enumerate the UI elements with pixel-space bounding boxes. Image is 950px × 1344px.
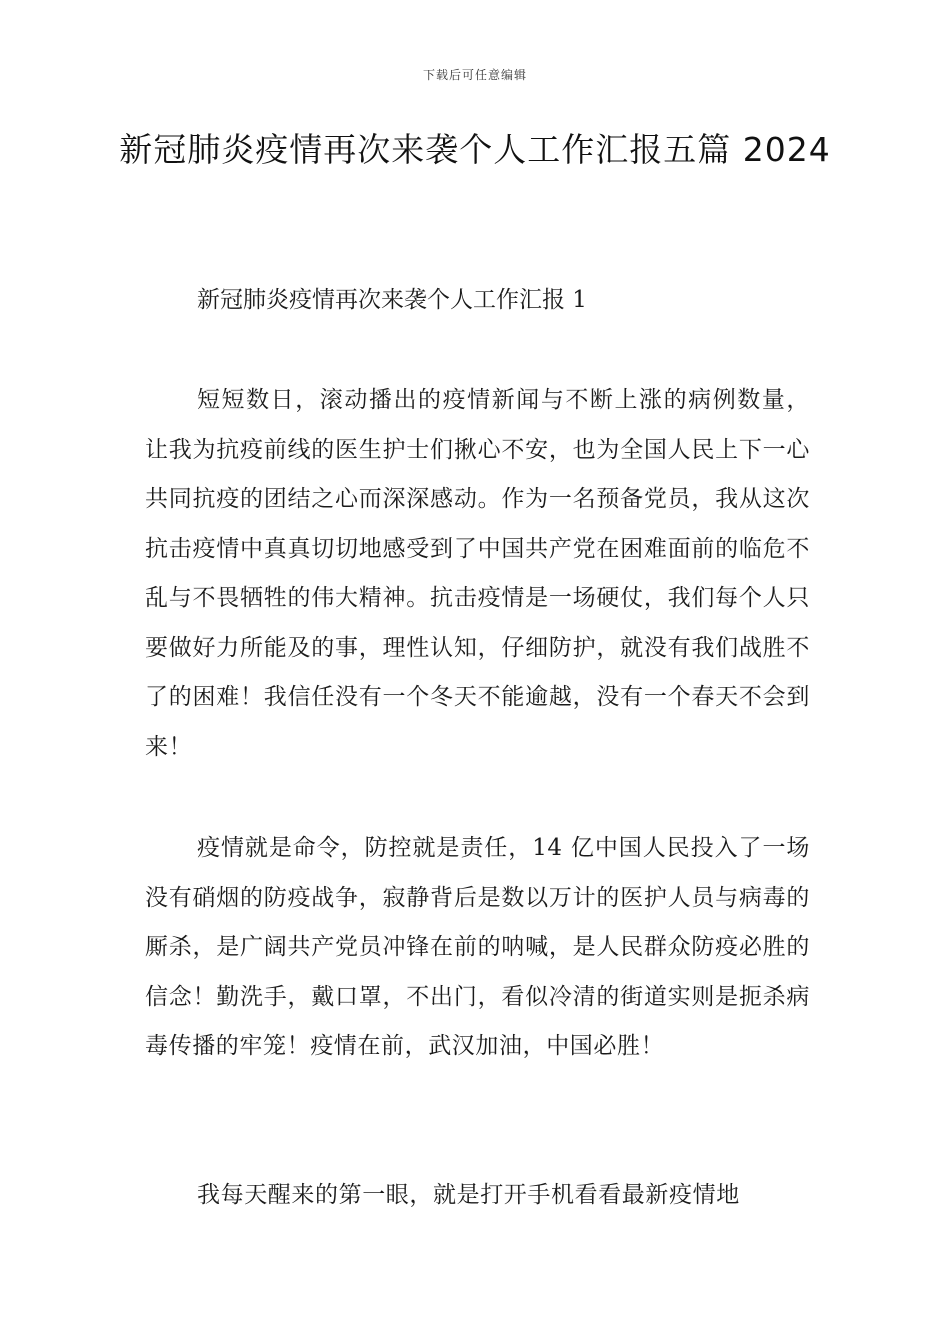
paragraph-3: 我每天醒来的第一眼，就是打开手机看看最新疫情地 <box>197 1182 740 1208</box>
document-title: 新冠肺炎疫情再次来袭个人工作汇报五篇 2024 <box>119 130 831 169</box>
paragraph-2: 疫情就是命令，防控就是责任，14 亿中国人民投入了一场没有硝烟的防疫战争，寂静背后是数以万计的医护人员与病毒的厮杀，是广阔共产党员冲锋在前的呐喊，是人民群众防疫必胜的信念！勤洗手，戴口罩，不出门，看似冷清的街道实则是扼杀病毒传播的牢笼！疫情在前，武汉加油，中国必胜！ <box>145 835 810 1059</box>
paragraph-1: 短短数日，滚动播出的疫情新闻与不断上涨的病例数量，让我为抗疫前线的医生护士们揪心不安，也为全国人民上下一心共同抗疫的团结之心而深深感动。作为一名预备党员，我从这次抗击疫情中真真切切地感受到了中国共产党在困难面前的临危不乱与不畏牺牲的伟大精神。抗击疫情是一场硬仗，我们每个人只要做好力所能及的事，理性认知，仔细防护，就没有我们战胜不了的困难！我信任没有一个冬天不能逾越，没有一个春天不会到来！ <box>145 387 810 760</box>
header-note: 下载后可任意编辑 <box>422 68 527 82</box>
section-heading: 新冠肺炎疫情再次来袭个人工作汇报 1 <box>197 287 587 313</box>
